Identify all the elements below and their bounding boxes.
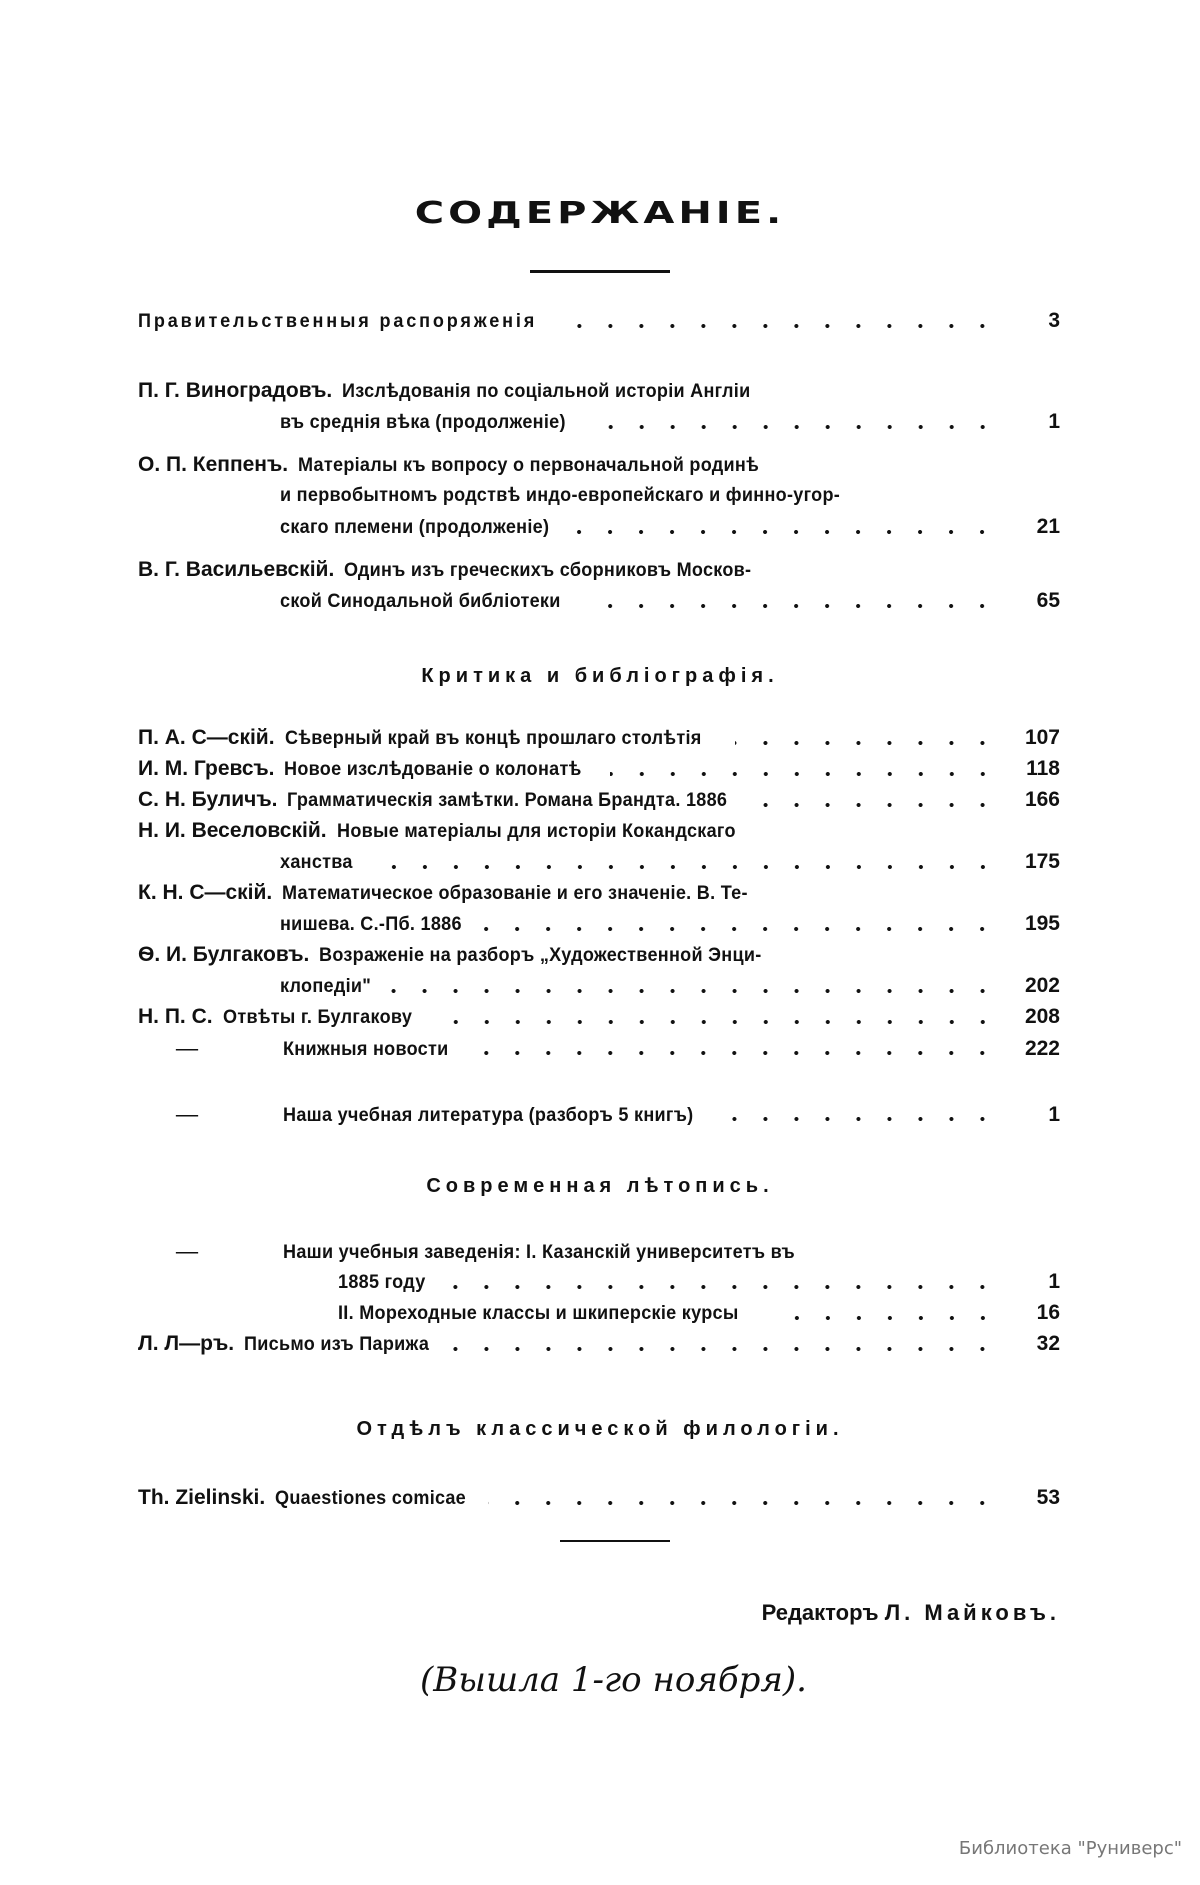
dot-leader — [469, 1051, 998, 1055]
entry-title: Книжныя новости — [283, 1039, 449, 1060]
entry-title: Матеріалы къ вопросу о первоначальной родинѣ — [298, 455, 760, 476]
dot-leader — [483, 927, 998, 931]
toc-entry — [138, 1482, 1060, 1513]
dot-leader — [727, 1117, 998, 1121]
entry-line — [138, 784, 1060, 815]
toc-entry — [138, 375, 1060, 437]
entry-title: Возраженіе на разборъ „Художественной Энци- — [319, 945, 762, 966]
page-number: 53 — [1036, 1486, 1060, 1509]
toc-entry — [138, 1328, 1060, 1359]
dot-leader — [772, 1316, 998, 1320]
entry-line — [138, 511, 1060, 542]
entry-line — [138, 1032, 1060, 1063]
dot-leader — [434, 1020, 998, 1024]
entry-title: Наша учебная литература (разборъ 5 книгъ) — [283, 1105, 694, 1126]
entry-author: П. А. С—скій. — [138, 726, 275, 749]
page-number: 21 — [1036, 515, 1060, 538]
toc-entry — [138, 815, 1060, 877]
handwritten-note: (Вышла 1-го ноября). — [420, 1660, 807, 1700]
entry-line — [138, 1297, 1060, 1328]
entry-title: Письмо изъ Парижа — [244, 1334, 430, 1355]
entry-line — [138, 846, 1060, 877]
entry-title: Грамматическія замѣтки. Романа Брандта. 1886 — [287, 790, 728, 811]
entry-author: Л. Л—ръ. — [138, 1332, 235, 1355]
dot-leader — [570, 324, 998, 328]
closing-rule — [560, 1540, 670, 1542]
entry-line — [138, 1482, 1060, 1513]
entry-dash: — — [176, 1238, 198, 1263]
page-number: 107 — [1024, 726, 1060, 749]
entry-line — [138, 375, 1060, 406]
entry-title: и первобытномъ родствѣ индо-европейскаго и финно-угор- — [280, 485, 841, 506]
entry-title: Новое изслѣдованіе о колонатѣ — [284, 759, 583, 780]
toc-entry — [138, 449, 1060, 542]
toc-entry — [138, 722, 1060, 753]
entry-line — [138, 1001, 1060, 1032]
page-number: 1 — [1048, 410, 1060, 433]
title-rule — [530, 270, 670, 273]
editor-name: Л. Майковъ. — [884, 1600, 1060, 1625]
gov-entry — [138, 305, 1060, 336]
entry-line — [138, 406, 1060, 437]
dot-leader — [575, 530, 998, 534]
page-number: 222 — [1024, 1037, 1060, 1060]
entry-title: клопедіи" — [280, 976, 372, 997]
editor-label: Редакторъ — [761, 1600, 879, 1625]
page-number: 166 — [1024, 788, 1060, 811]
entry-author: С. Н. Буличъ. — [138, 788, 278, 811]
toc-entry — [138, 1235, 1060, 1297]
toc-group-critique — [138, 722, 1060, 1063]
toc-group-articles — [138, 375, 1060, 616]
entry-line — [138, 753, 1060, 784]
dot-leader — [388, 989, 998, 993]
entry-author: Н. П. С. — [138, 1005, 213, 1028]
entry-line — [138, 554, 1060, 585]
entry-title: ской Синодальной библіотеки — [280, 591, 561, 612]
entry-line — [138, 585, 1060, 616]
entry-line — [138, 1266, 1060, 1297]
page-number: 16 — [1036, 1301, 1060, 1324]
entry-line — [138, 449, 1060, 480]
entry-author: Н. И. Веселовскій. — [138, 819, 327, 842]
entry-line — [138, 877, 1060, 908]
page-number: 202 — [1024, 974, 1060, 997]
page-number: 1 — [1048, 1270, 1060, 1293]
page-number: 65 — [1036, 589, 1060, 612]
entry-title: II. Мореходные классы и шкиперскіе курсы — [338, 1303, 739, 1324]
entry-line — [138, 970, 1060, 1001]
toc-group-chronicle — [138, 1235, 1060, 1359]
toc-entry — [138, 554, 1060, 616]
entry-author: О. П. Кеппенъ. — [138, 453, 289, 476]
entry-title: 1885 году — [338, 1272, 426, 1293]
dot-leader — [735, 741, 998, 745]
dot-leader — [593, 425, 998, 429]
page-number: 118 — [1026, 757, 1060, 780]
entry-title: ханства — [280, 852, 353, 873]
toc-entry — [138, 939, 1060, 1001]
entry-author: Ѳ. И. Булгаковъ. — [138, 943, 310, 966]
entry-line — [138, 1235, 1060, 1266]
toc-group-philology — [138, 1482, 1060, 1513]
entry-line — [138, 815, 1060, 846]
section-heading-critique: Критика и библіографія. — [421, 665, 779, 687]
page-number: 175 — [1024, 850, 1060, 873]
section-heading-chronicle: Современная лѣтопись. — [426, 1175, 774, 1197]
entry-title: скаго племени (продолженіе) — [280, 517, 550, 538]
dot-leader — [369, 865, 998, 869]
entry-title: Сѣверный край въ концѣ прошлаго столѣтія — [284, 728, 702, 749]
entry-author: П. Г. Виноградовъ. — [138, 379, 333, 402]
dot-leader — [763, 803, 998, 807]
toc-entry — [138, 1032, 1060, 1063]
entry-title: Математическое образованіе и его значеніе. В. Те- — [282, 883, 749, 904]
library-watermark: Библиотека "Руниверс" — [958, 1838, 1182, 1859]
dot-leader — [442, 1285, 998, 1289]
entry-author: И. М. Гревсъ. — [138, 757, 275, 780]
entry-title: Изслѣдованія по соціальной исторіи Англіи — [342, 381, 751, 402]
page-number: 1 — [1048, 1103, 1060, 1126]
page-number: 195 — [1024, 912, 1060, 935]
entry-author: К. Н. С—скій. — [138, 881, 273, 904]
entry-author: В. Г. Васильевскій. — [138, 558, 335, 581]
toc-entry — [138, 877, 1060, 939]
literature-entry — [138, 1098, 1060, 1129]
toc-entry — [138, 784, 1060, 815]
entry-title: Одинъ изъ греческихъ сборниковъ Москов- — [344, 560, 752, 581]
entry-dash: — — [176, 1035, 198, 1060]
editor-credit — [762, 1600, 1060, 1626]
entry-line — [138, 722, 1060, 753]
entry-line — [138, 939, 1060, 970]
entry-title: Quaestiones comicae — [275, 1488, 467, 1509]
entry-line — [138, 1328, 1060, 1359]
entry-author: Th. Zielinski. — [138, 1486, 266, 1509]
entry-line — [138, 480, 1060, 511]
page-number: 3 — [1048, 309, 1060, 332]
entry-line — [138, 908, 1060, 939]
toc-entry — [138, 1297, 1060, 1328]
entry-title: Отвѣты г. Булгакову — [222, 1007, 412, 1028]
dot-leader — [451, 1347, 998, 1351]
entry-title: Наши учебныя заведенія: I. Казанскій университетъ въ — [283, 1242, 795, 1263]
toc-entry — [138, 753, 1060, 784]
entry-title: въ среднія вѣка (продолженіе) — [280, 412, 566, 433]
entry-dash: — — [176, 1101, 198, 1126]
section-heading-philology: Отдѣлъ классической филологіи. — [356, 1418, 844, 1440]
dot-leader — [610, 772, 998, 776]
page-number: 32 — [1036, 1332, 1060, 1355]
dot-leader — [488, 1501, 998, 1505]
page-number: 208 — [1024, 1005, 1060, 1028]
toc-entry — [138, 1001, 1060, 1032]
entry-title: Новые матеріалы для исторіи Кокандскаго — [336, 821, 736, 842]
dot-leader — [587, 604, 998, 608]
entry-title: нишева. С.-Пб. 1886 — [280, 914, 462, 935]
page-title: СОДЕРЖАНІЕ. — [414, 195, 786, 231]
gov-label: Правительственныя распоряженія — [138, 311, 538, 332]
